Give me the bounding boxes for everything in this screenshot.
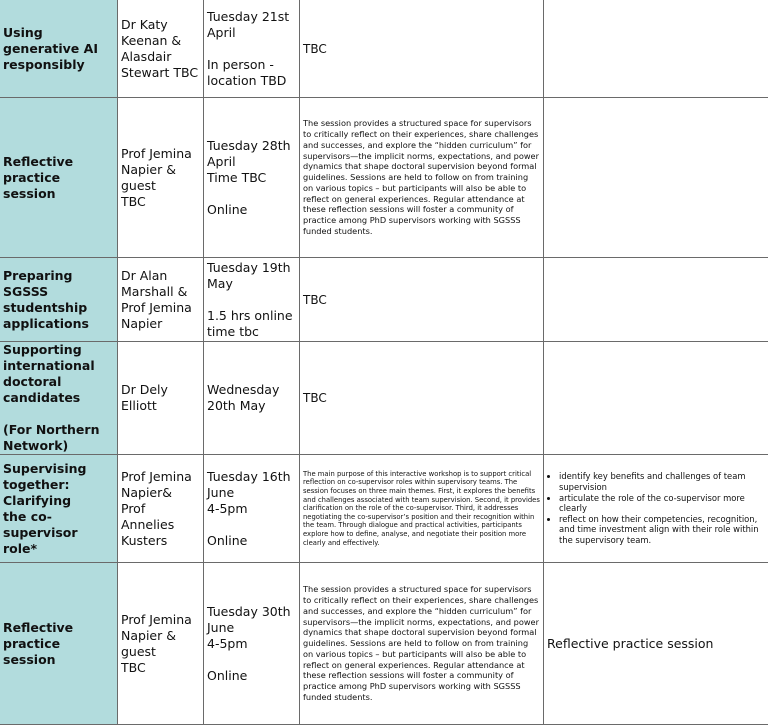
date-line: Wednesday xyxy=(207,382,296,398)
outcomes-cell xyxy=(544,342,768,455)
session-title-note: (For Northern xyxy=(3,422,114,438)
time-line: 4-5pm xyxy=(207,636,296,652)
date-line: 20th May xyxy=(207,398,296,414)
facilitator-line: Prof Jemina xyxy=(121,469,200,485)
outcome-item: • articulate the role of the co-supervisor more clearly xyxy=(559,493,766,514)
facilitator-line: Marshall & xyxy=(121,284,200,300)
facilitator-line: Napier & guest xyxy=(121,628,200,660)
facilitator-line: Dr Dely Elliott xyxy=(121,382,200,414)
session-title-line: Preparing SGSSS xyxy=(3,268,114,300)
date-line: Tuesday 30th xyxy=(207,604,296,620)
facilitator-cell xyxy=(118,342,204,455)
location-line: Online xyxy=(207,668,296,684)
location-line: 1.5 hrs online xyxy=(207,308,296,324)
session-title-line: studentship xyxy=(3,300,114,316)
spacer xyxy=(207,292,296,308)
spacer xyxy=(207,652,296,668)
facilitator-line: Keenan & xyxy=(121,33,200,49)
description-cell: TBC xyxy=(300,258,544,342)
description-cell: The main purpose of this interactive workshop is to support critical reflection on co-supervisor roles within supervisory teams. The session focuses on three main themes. First, it explores the benefits and challenges associated with team supervision. Second, it provides clarification on the role of the co-supervisor. Third, it addresses negotiating the co-supervisor’s position and their recognition within the team. Through dialogue and practical activities, participants explore how to define, analyse, and negotiate their position more clearly and effectively. xyxy=(300,455,544,563)
time-line: Time TBC xyxy=(207,170,296,186)
facilitator-line: Stewart TBC xyxy=(121,65,200,81)
outcome-item: • identify key benefits and challenges of team supervision xyxy=(559,471,766,492)
facilitator-cell xyxy=(118,0,204,98)
time-line: 4-5pm xyxy=(207,501,296,517)
date-line: June xyxy=(207,620,296,636)
session-title-line: applications xyxy=(3,316,114,332)
session-title-cell xyxy=(0,0,118,98)
date-line: June xyxy=(207,485,296,501)
facilitator-line: Dr Alan xyxy=(121,268,200,284)
outcomes-cell xyxy=(544,258,768,342)
date-cell xyxy=(204,98,300,258)
date-line: April xyxy=(207,154,296,170)
session-title-cell xyxy=(0,258,118,342)
session-title-line: responsibly xyxy=(3,57,114,73)
session-title-line: Using generative AI xyxy=(3,25,114,57)
facilitator-line: Prof Jemina xyxy=(121,300,200,316)
description-cell: TBC xyxy=(300,342,544,455)
facilitator-line: Kusters xyxy=(121,533,200,549)
session-title-line: session xyxy=(3,652,114,668)
location-line: location TBD xyxy=(207,73,296,89)
date-line: Tuesday 16th xyxy=(207,469,296,485)
description-cell: The session provides a structured space for supervisors to critically reflect on their experiences, share challenges and successes, and explore the “hidden curriculum” for supervisors—the implicit norms, expectations, and power dynamics that shape doctoral supervision beyond formal guidelines. Sessions are held to follow on from training on various topics – but participants will also be able to reflect on general experiences. Regular attendance at these reflection sessions will foster a community of practice among PhD supervisors working with SGSSS funded students. xyxy=(300,98,544,258)
date-line: Tuesday 19th xyxy=(207,260,296,276)
facilitator-line: Napier & guest xyxy=(121,162,200,194)
facilitator-line: Napier xyxy=(121,316,200,332)
spacer xyxy=(207,186,296,202)
session-title-cell xyxy=(0,98,118,258)
facilitator-cell xyxy=(118,563,204,725)
session-title-line: Reflective practice xyxy=(3,154,114,186)
session-title-cell xyxy=(0,455,118,563)
outcomes-cell: Reflective practice session xyxy=(544,563,768,725)
facilitator-line: Alasdair xyxy=(121,49,200,65)
session-title-line: session xyxy=(3,186,114,202)
outcomes-cell xyxy=(544,0,768,98)
session-title-line: the co-supervisor xyxy=(3,509,114,541)
facilitator-line: Dr Katy xyxy=(121,17,200,33)
date-cell xyxy=(204,0,300,98)
location-line: In person - xyxy=(207,57,296,73)
date-line: May xyxy=(207,276,296,292)
date-line: April xyxy=(207,25,296,41)
facilitator-cell xyxy=(118,258,204,342)
session-title-cell xyxy=(0,563,118,725)
session-title-line: international xyxy=(3,358,114,374)
spacer xyxy=(207,517,296,533)
facilitator-line: Prof Jemina xyxy=(121,146,200,162)
table-row xyxy=(0,342,768,455)
table-row xyxy=(0,563,768,725)
session-title-note: Network) xyxy=(3,438,114,454)
facilitator-cell xyxy=(118,455,204,563)
description-cell: TBC xyxy=(300,0,544,98)
date-line: Tuesday 28th xyxy=(207,138,296,154)
date-cell xyxy=(204,563,300,725)
location-line: time tbc xyxy=(207,324,296,340)
date-cell xyxy=(204,455,300,563)
session-title-line: doctoral candidates xyxy=(3,374,114,406)
session-title-cell xyxy=(0,342,118,455)
table-row xyxy=(0,0,768,98)
date-cell xyxy=(204,342,300,455)
location-line: Online xyxy=(207,202,296,218)
facilitator-line: TBC xyxy=(121,660,200,676)
table-row xyxy=(0,258,768,342)
outcomes-cell xyxy=(544,98,768,258)
location-line: Online xyxy=(207,533,296,549)
description-cell: The session provides a structured space for supervisors to critically reflect on their experiences, share challenges and successes, and explore the “hidden curriculum” for supervisors—the implicit norms, expectations, and power dynamics that shape doctoral supervision beyond formal guidelines. Sessions are held to follow on from training on various topics – but participants will also be able to reflect on general experiences. Regular attendance at these reflection sessions will foster a community of practice among PhD supervisors working with SGSSS funded students. xyxy=(300,563,544,725)
session-title-line: Supervising xyxy=(3,461,114,477)
outcomes-cell xyxy=(544,455,768,563)
facilitator-line: TBC xyxy=(121,194,200,210)
date-line: Tuesday 21st xyxy=(207,9,296,25)
spacer xyxy=(3,406,114,422)
facilitator-line: Napier& Prof xyxy=(121,485,200,517)
session-title-line: Supporting xyxy=(3,342,114,358)
facilitator-line: Annelies xyxy=(121,517,200,533)
session-title-line: role* xyxy=(3,541,114,557)
spacer xyxy=(207,41,296,57)
session-title-line: together: Clarifying xyxy=(3,477,114,509)
table-row xyxy=(0,98,768,258)
facilitator-line: Prof Jemina xyxy=(121,612,200,628)
table-row xyxy=(0,455,768,563)
session-title-line: Reflective practice xyxy=(3,620,114,652)
facilitator-cell xyxy=(118,98,204,258)
outcomes-list xyxy=(547,471,766,545)
date-cell xyxy=(204,258,300,342)
outcome-item: • reflect on how their competencies, recognition, and time investment align with their role within the supervisory team. xyxy=(559,514,766,546)
